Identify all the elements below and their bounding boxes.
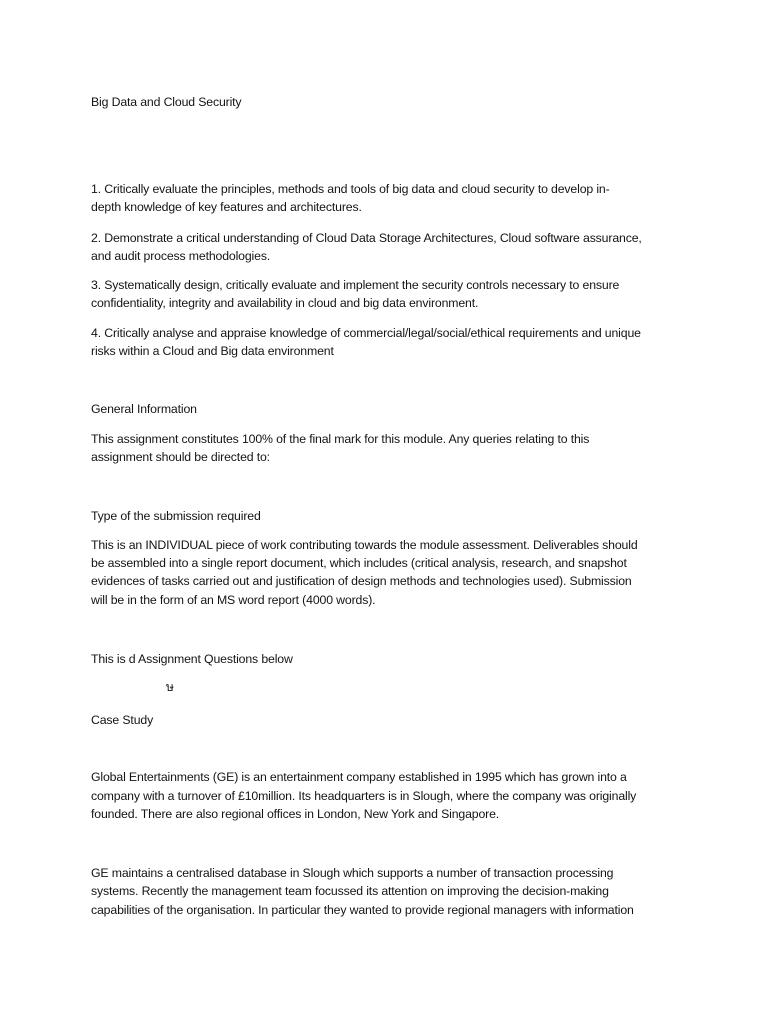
case-study-paragraph-2-line-3: capabilities of the organisation. In particular they wanted to provide regional managers with information	[91, 903, 634, 917]
learning-outcome-3-line-2: confidentiality, integrity and availability in cloud and big data environment.	[91, 296, 479, 310]
general-information-line-1: This assignment constitutes 100% of the final mark for this module. Any queries relating to this	[91, 432, 590, 446]
submission-line-1: This is an INDIVIDUAL piece of work contributing towards the module assessment. Deliverables should	[91, 538, 638, 552]
case-study-paragraph-2-line-1: GE maintains a centralised database in Slough which supports a number of transaction processing	[91, 866, 614, 880]
learning-outcome-2-line-1: 2. Demonstrate a critical understanding of Cloud Data Storage Architectures, Cloud software assurance,	[91, 231, 642, 245]
submission-line-3: evidences of tasks carried out and justification of design methods and technologies used). Submission	[91, 574, 632, 588]
learning-outcome-3-line-1: 3. Systematically design, critically evaluate and implement the security controls necessary to ensure	[91, 278, 620, 292]
learning-outcome-4-line-2: risks within a Cloud and Big data environment	[91, 344, 334, 358]
submission-line-4: will be in the form of an MS word report (4000 words).	[91, 593, 376, 607]
general-information-line-2: assignment should be directed to:	[91, 450, 270, 464]
case-study-paragraph-2-line-2: systems. Recently the management team focussed its attention on improving the decision-making	[91, 884, 609, 898]
submission-line-2: be assembled into a single report document, which includes (critical analysis, research, and snapshot	[91, 556, 627, 570]
document-title: Big Data and Cloud Security	[91, 95, 242, 109]
learning-outcome-1-line-1: 1. Critically evaluate the principles, methods and tools of big data and cloud security to develop in-	[91, 182, 610, 196]
assignment-questions-line: This is d Assignment Questions below	[91, 652, 293, 666]
submission-heading: Type of the submission required	[91, 509, 261, 523]
case-study-paragraph-1-line-2: company with a turnover of £10million. Its headquarters is in Slough, where the company was originally	[91, 789, 637, 803]
case-study-paragraph-1-line-1: Global Entertainments (GE) is an entertainment company established in 1995 which has grown into a	[91, 770, 627, 784]
general-information-heading: General Information	[91, 402, 197, 416]
case-study-heading: Case Study	[91, 713, 154, 727]
learning-outcome-4-line-1: 4. Critically analyse and appraise knowledge of commercial/legal/social/ethical requirements and unique	[91, 326, 641, 340]
learning-outcome-1-line-2: depth knowledge of key features and architectures.	[91, 200, 362, 214]
inline-symbol: ษ	[166, 680, 174, 694]
learning-outcome-2-line-2: and audit process methodologies.	[91, 249, 271, 263]
case-study-paragraph-1-line-3: founded. There are also regional offices in London, New York and Singapore.	[91, 807, 500, 821]
